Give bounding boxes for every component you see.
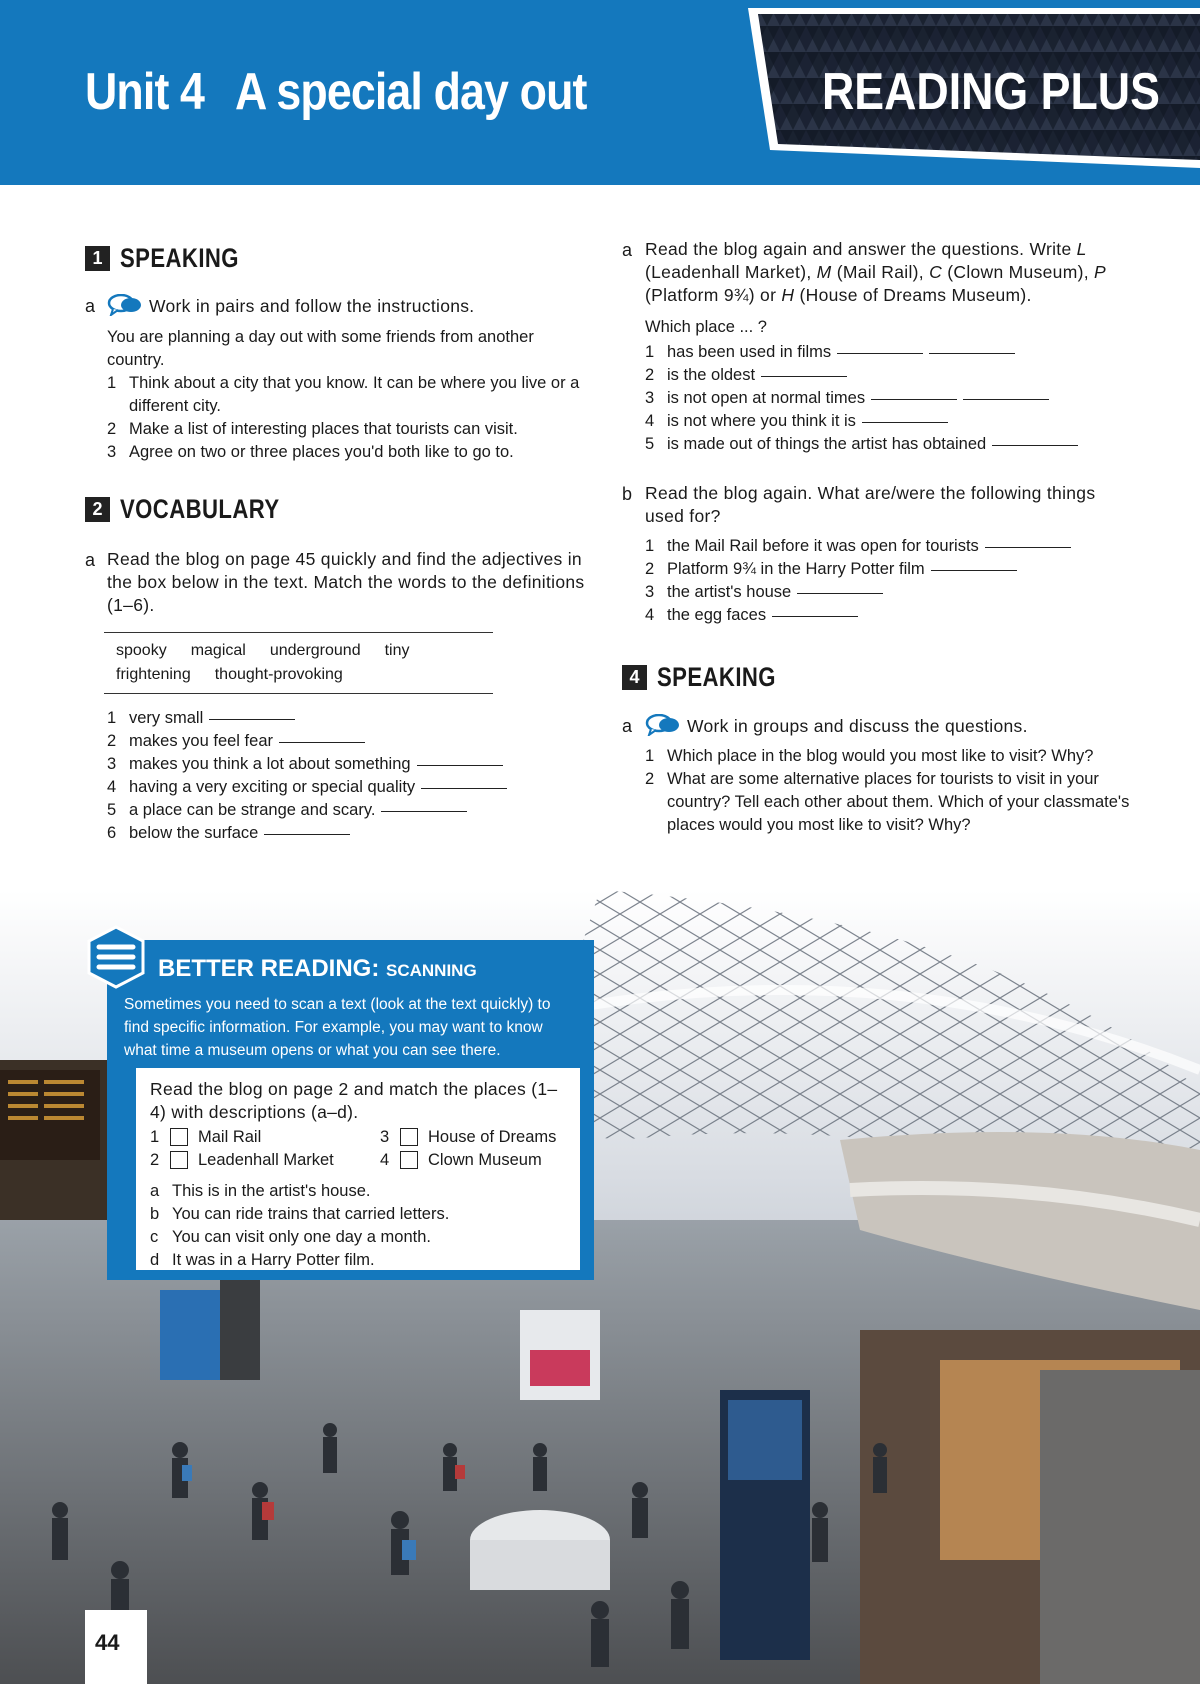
checkbox[interactable] bbox=[170, 1151, 188, 1169]
checkbox[interactable] bbox=[400, 1151, 418, 1169]
list-item: 2 What are some alternative places for tourists to visit in your country? Tell each other about them. Which of your classmate's places would you most like to visit? Why? bbox=[645, 770, 1130, 834]
word-box bbox=[104, 632, 493, 694]
list-item: 5 is made out of things the artist has obtained bbox=[645, 433, 1145, 456]
better-reading-title: BETTER READING: SCANNING bbox=[158, 955, 477, 982]
place-item: 2 Leadenhall Market bbox=[150, 1151, 334, 1169]
answer-blank[interactable] bbox=[209, 707, 295, 720]
unit-title bbox=[85, 62, 587, 122]
answer-blank[interactable] bbox=[871, 387, 957, 400]
list-item: 2 is the oldest bbox=[645, 364, 1145, 387]
word: underground bbox=[269, 642, 361, 659]
speaking-list bbox=[107, 372, 587, 464]
place-item: 1 Mail Rail bbox=[150, 1128, 262, 1146]
answer-blank[interactable] bbox=[417, 753, 503, 766]
answer-blank[interactable] bbox=[761, 364, 847, 377]
which-place-prompt: Which place ... ? bbox=[645, 318, 767, 336]
exercise-letter: a bbox=[622, 716, 633, 736]
better-reading-text: Sometimes you need to scan a text (look at the text quickly) to find specific information. For example, you may want to know what time a museum opens or what you can see there. bbox=[124, 996, 551, 1059]
descriptions-list bbox=[150, 1180, 570, 1272]
list-item: 1 has been used in films bbox=[645, 341, 1145, 364]
place-item: 3 House of Dreams bbox=[380, 1128, 557, 1146]
reading-b-list bbox=[645, 535, 1145, 627]
section-title: SPEAKING bbox=[120, 243, 239, 273]
word: tiny bbox=[384, 642, 410, 659]
list-item: b You can ride trains that carried letters. bbox=[150, 1205, 450, 1223]
answer-blank[interactable] bbox=[862, 410, 948, 423]
section-title: VOCABULARY bbox=[120, 494, 280, 524]
unit-name: A special day out bbox=[235, 63, 587, 121]
exercise-letter: a bbox=[622, 240, 633, 260]
section-banner-title: READING PLUS bbox=[822, 63, 1160, 121]
exercise-letter: a bbox=[85, 550, 96, 570]
word: spooky bbox=[116, 642, 167, 659]
list-item: 3 the artist's house bbox=[645, 581, 1145, 604]
speaking-intro: You are planning a day out with some friends from another country. bbox=[107, 328, 534, 369]
section-4-heading bbox=[622, 662, 802, 693]
chat-bubbles-icon bbox=[645, 714, 681, 736]
list-item: 1 very small bbox=[107, 707, 587, 730]
vocabulary-instruction: Read the blog on page 45 quickly and find the adjectives in the box below in the text. Match the words to the definitions (1–6). bbox=[107, 549, 585, 615]
matching-task-instruction: Read the blog on page 2 and match the places (1–4) with descriptions (a–d). bbox=[150, 1079, 558, 1122]
list-item: 5 a place can be strange and scary. bbox=[107, 799, 587, 822]
speaking4-list bbox=[645, 745, 1135, 837]
list-item: c You can visit only one day a month. bbox=[150, 1228, 431, 1246]
answer-blank[interactable] bbox=[797, 581, 883, 594]
answer-blank[interactable] bbox=[931, 558, 1017, 571]
answer-blank[interactable] bbox=[421, 776, 507, 789]
answer-blank[interactable] bbox=[985, 535, 1071, 548]
definitions-list bbox=[107, 707, 587, 845]
section-title: SPEAKING bbox=[657, 662, 776, 692]
places-list bbox=[150, 1126, 570, 1172]
list-item: d It was in a Harry Potter film. bbox=[150, 1251, 375, 1269]
unit-label: Unit 4 bbox=[85, 63, 205, 121]
section-1-heading bbox=[85, 243, 265, 274]
reading-a-instruction: Read the blog again and answer the questions. Write L (Leadenhall Market), M (Mail Rail), C (Clown Museum), P (Platform 9¾) or H (House of Dreams Museum). bbox=[645, 239, 1107, 305]
reading-b-instruction: Read the blog again. What are/were the following things used for? bbox=[645, 483, 1096, 526]
word: frightening bbox=[116, 666, 191, 683]
reading-a-list bbox=[645, 341, 1145, 456]
answer-blank[interactable] bbox=[837, 341, 923, 354]
section-number: 4 bbox=[622, 665, 647, 690]
section-number: 2 bbox=[85, 497, 110, 522]
checkbox[interactable] bbox=[400, 1128, 418, 1146]
answer-blank[interactable] bbox=[992, 433, 1078, 446]
list-item: 3 is not open at normal times bbox=[645, 387, 1145, 410]
list-item: 1 Which place in the blog would you most like to visit? Why? bbox=[645, 747, 1094, 765]
exercise-letter: a bbox=[85, 296, 96, 316]
page-header bbox=[0, 0, 1200, 185]
answer-blank[interactable] bbox=[381, 799, 467, 812]
page-number-box bbox=[85, 1610, 147, 1684]
word: thought-provoking bbox=[214, 666, 343, 683]
list-item: 6 below the surface bbox=[107, 822, 587, 845]
list-item: 4 the egg faces bbox=[645, 604, 1145, 627]
speaking-instruction: Work in pairs and follow the instructions. bbox=[107, 294, 474, 318]
answer-blank[interactable] bbox=[279, 730, 365, 743]
speaking4-instruction: Work in groups and discuss the questions. bbox=[645, 714, 1028, 738]
list-item: 1 Think about a city that you know. It can be where you live or a different city. bbox=[107, 374, 580, 415]
list-item: 4 having a very exciting or special quality bbox=[107, 776, 587, 799]
checkbox[interactable] bbox=[170, 1128, 188, 1146]
list-item: a This is in the artist's house. bbox=[150, 1182, 371, 1200]
chat-bubbles-icon bbox=[107, 294, 143, 316]
answer-blank[interactable] bbox=[929, 341, 1015, 354]
answer-blank[interactable] bbox=[963, 387, 1049, 400]
section-number: 1 bbox=[85, 246, 110, 271]
list-item: 2 Platform 9¾ in the Harry Potter film bbox=[645, 558, 1145, 581]
list-item: 3 Agree on two or three places you'd both like to go to. bbox=[107, 443, 514, 461]
list-item: 3 makes you think a lot about something bbox=[107, 753, 587, 776]
book-stack-icon bbox=[85, 925, 147, 989]
word: magical bbox=[190, 642, 246, 659]
list-item: 1 the Mail Rail before it was open for tourists bbox=[645, 535, 1145, 558]
exercise-letter: b bbox=[622, 484, 633, 504]
answer-blank[interactable] bbox=[772, 604, 858, 617]
list-item: 2 makes you feel fear bbox=[107, 730, 587, 753]
answer-blank[interactable] bbox=[264, 822, 350, 835]
list-item: 4 is not where you think it is bbox=[645, 410, 1145, 433]
section-2-heading bbox=[85, 494, 315, 525]
matching-task-panel bbox=[136, 1068, 580, 1270]
place-item: 4 Clown Museum bbox=[380, 1151, 542, 1169]
list-item: 2 Make a list of interesting places that tourists can visit. bbox=[107, 420, 518, 438]
page-number: 44 bbox=[95, 1630, 120, 1655]
